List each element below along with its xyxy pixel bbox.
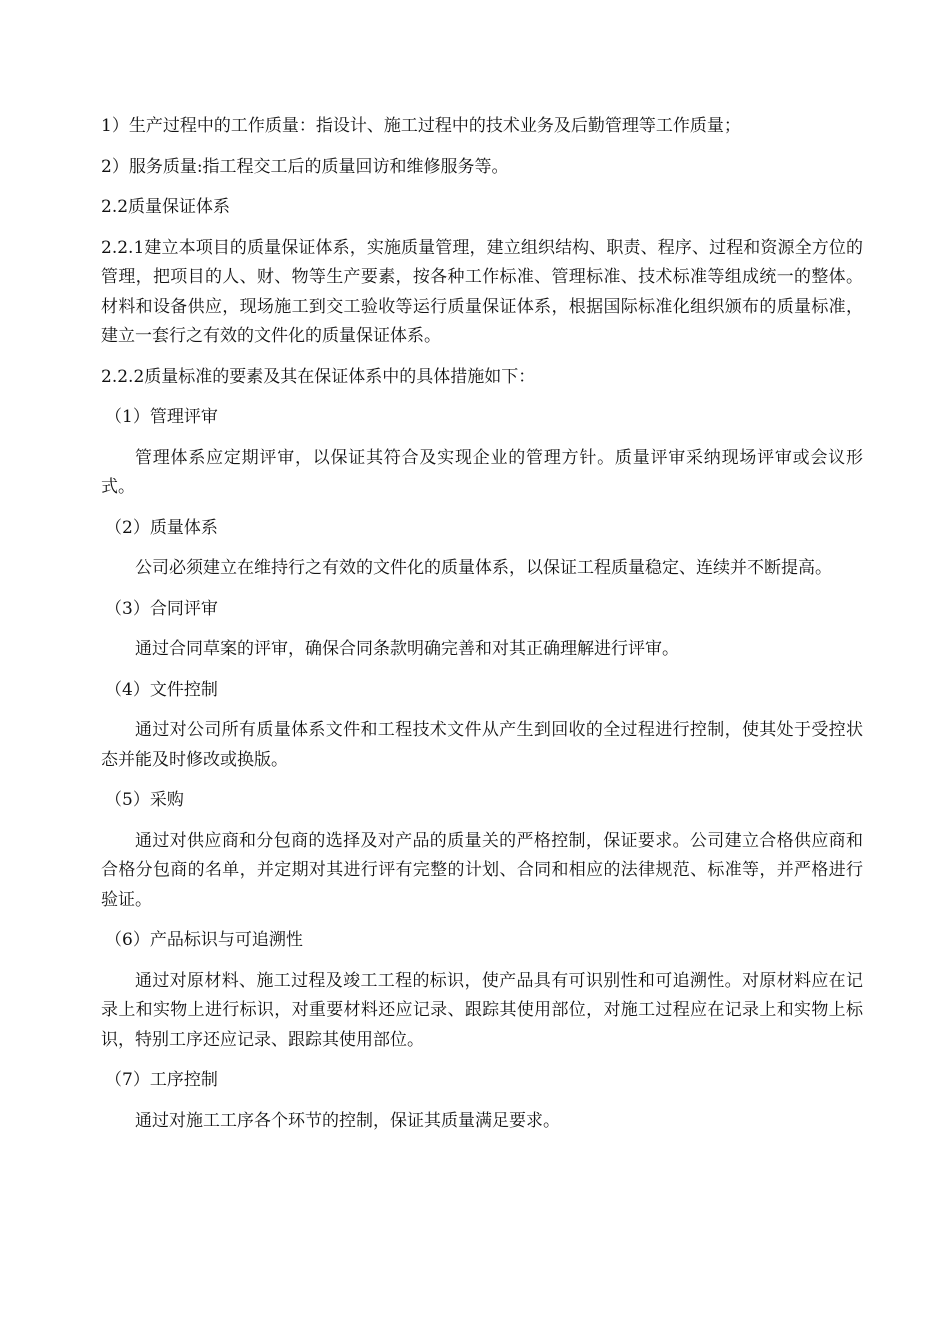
item-procurement: （5）采购 [105, 790, 184, 810]
item-management-review: （1）管理评审 [105, 407, 218, 427]
contract-review-body: 通过合同草案的评审，确保合同条款明确完善和对其正确理解进行评审。 [135, 639, 679, 659]
paragraph-2-2-2: 2.2.2质量标准的要素及其在保证体系中的具体措施如下： [101, 366, 536, 387]
item-quality-system: （2）质量体系 [105, 517, 218, 538]
item-process-control: （7）工序控制 [105, 1070, 218, 1090]
item-product-traceability: （6）产品标识与可追溯性 [105, 930, 303, 950]
service-quality-line: 2）服务质量:指工程交工后的质量回访和维修服务等。 [101, 156, 509, 177]
section-heading-2-2: 2.2质量保证体系 [101, 197, 231, 217]
work-quality-line: 1）生产过程中的工作质量：指设计、施工过程中的技术业务及后勤管理等工作质量； [101, 116, 741, 136]
process-control-body: 通过对施工工序各个环节的控制，保证其质量满足要求。 [135, 1110, 560, 1131]
quality-system-body: 公司必须建立在维持行之有效的文件化的质量体系，以保证工程质量稳定、连续并不断提高。 [135, 558, 832, 578]
paragraph-2-2-1: 2.2.1建立本项目的质量保证体系，实施质量管理，建立组织结构、职责、程序、过程和资源全方位的管理，把项目的人、财、物等生产要素，按各种工作标准、管理标准、技术标准等组成统一的整体。材料和设备供应，现场施工到交工验收等运行质量保证体系，根据国际标准化组织颁布的质量标准，建立一套行之有效的文件化的质量保证体系。 [101, 237, 863, 346]
document-body [101, 112, 863, 1147]
item-contract-review: （3）合同评审 [105, 598, 218, 619]
product-traceability-body: 通过对原材料、施工过程及竣工工程的标识，使产品具有可识别性和可追溯性。对原材料应在记录上和实物上进行标识，对重要材料还应记录、跟踪其使用部位，对施工过程应在记录上和实物上标识，特别工序还应记录、跟踪其使用部位。 [101, 970, 863, 1050]
document-control-body: 通过对公司所有质量体系文件和工程技术文件从产生到回收的全过程进行控制，使其处于受控状态并能及时修改或换版。 [101, 720, 863, 770]
text-occlusion-mask [692, 896, 872, 952]
procurement-body: 通过对供应商和分包商的选择及对产品的质量关的严格控制，保证要求。公司建立合格供应商和合格分包商的名单，并定期对其进行评有完整的计划、合同和相应的法律规范、标准等，并严格进行验证。 [101, 830, 863, 910]
item-document-control: （4）文件控制 [105, 679, 218, 700]
management-review-body: 管理体系应定期评审，以保证其符合及实现企业的管理方针。质量评审采纳现场评审或会议形式。 [101, 447, 863, 497]
